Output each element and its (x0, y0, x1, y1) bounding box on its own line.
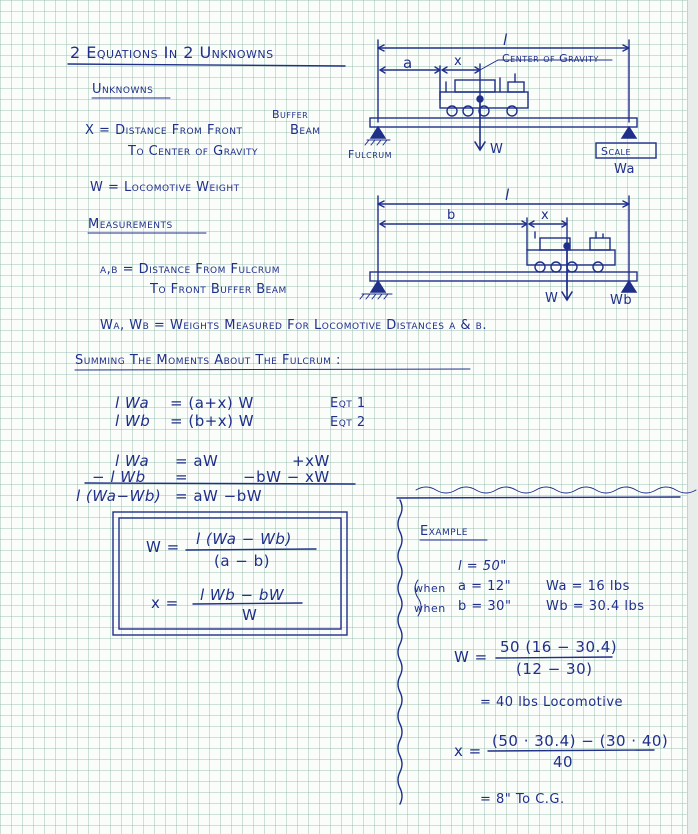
d1-scale-label: Scale (601, 145, 632, 158)
d1-a-label: a (403, 54, 413, 72)
summing-underline (75, 369, 470, 370)
d1-cg-label: Center of Gravity (502, 52, 599, 65)
diagram-2 (360, 196, 637, 300)
sub2-mid: = (175, 468, 189, 486)
eq2-rhs: = (b+x) W (170, 412, 255, 430)
eq1-label: Eqt 1 (330, 396, 366, 411)
sub2-rhs: −bW − xW (243, 468, 330, 486)
ex-w-result: = 40 lbs Locomotive (480, 695, 624, 710)
sub2-lhs: − l Wb (92, 468, 146, 486)
d1-scale-support (622, 127, 636, 138)
ex-w-num: 50 (16 − 30.4) (500, 638, 618, 656)
sub3-lhs: l (Wa−Wb) (76, 487, 162, 505)
d1-l-label: l (503, 31, 508, 49)
sub3-rhs: = aW −bW (175, 487, 263, 505)
d2-cg-dot (564, 243, 570, 249)
measurements-heading: Measurements (88, 217, 173, 232)
unknowns-heading: Unknowns (92, 82, 154, 97)
ex-a-line: a = 12" (458, 579, 512, 594)
d2-x-dim (529, 218, 567, 290)
eq2-label: Eqt 2 (330, 415, 366, 430)
sub1-lhs: l Wa (115, 452, 150, 470)
example-heading: Example (420, 524, 468, 539)
summing-heading: Summing The Moments About The Fulcrum : (75, 353, 341, 368)
w-fraction-bar (186, 549, 316, 550)
d1-fulcrum-label: Fulcrum (348, 148, 393, 161)
ex-b-line: b = 30" (458, 599, 512, 614)
example-box-top (397, 497, 680, 498)
d2-l-label: l (505, 186, 510, 204)
ex-w-den: (12 − 30) (516, 660, 593, 678)
d2-fulcrum (371, 281, 385, 292)
result-w-num: l (Wa − Wb) (196, 530, 292, 548)
ex-wa-line: Wa = 16 lbs (546, 579, 630, 594)
example-box-left (398, 500, 402, 804)
d2-w-label: W (545, 291, 559, 306)
d2-scale-support (622, 281, 636, 292)
eq1-rhs: = (a+x) W (170, 394, 254, 412)
ex-x-den: 40 (553, 753, 574, 771)
wab-definition: Wa, Wb = Weights Measured For Locomotive Distances a & b. (100, 318, 487, 333)
sub1-mid: = aW (175, 452, 219, 470)
d2-beam (370, 272, 637, 281)
ex-w-lhs: W = (454, 648, 488, 666)
w-definition: W = Locomotive Weight (90, 180, 240, 195)
d2-wheel (535, 262, 545, 272)
d2-wb-label: Wb (610, 293, 633, 308)
buffer-insert: Buffer (272, 108, 309, 121)
x-definition-beam: Beam (290, 123, 321, 138)
ab-definition-cont: To Front Buffer Beam (150, 282, 287, 297)
result-x-num: l Wb − bW (200, 586, 285, 604)
sub1-rhs: +xW (292, 452, 330, 470)
result-w-den: (a − b) (214, 552, 271, 570)
d2-x-label: x (541, 208, 550, 223)
page-title: 2 Equations In 2 Unknowns (70, 43, 274, 62)
x-definition-cont: To Center of Gravity (128, 144, 258, 159)
d2-weight-arrow (562, 250, 572, 300)
result-x-den: W (242, 606, 258, 624)
title-underline (68, 64, 345, 66)
ex-wb-line: Wb = 30.4 lbs (546, 599, 645, 614)
d1-wa-label: Wa (614, 162, 635, 177)
eq2-lhs: l Wb (115, 412, 151, 430)
d1-loco-cab (455, 80, 495, 92)
d1-beam (370, 118, 637, 127)
ex-x-num: (50 · 30.4) − (30 · 40) (492, 732, 669, 750)
d2-b-label: b (447, 208, 456, 223)
d1-x-label: x (454, 54, 463, 69)
ex-when-1: when (414, 582, 446, 595)
ex-when-2: when (414, 602, 446, 615)
d1-fulcrum (371, 127, 385, 138)
eq1-lhs: l Wa (115, 394, 150, 412)
ex-l-line: l = 50" (458, 559, 507, 574)
result-x-lhs: x = (151, 594, 179, 612)
ex-x-fraction-bar (488, 750, 654, 751)
ex-x-result: = 8" To C.G. (480, 792, 565, 807)
ex-x-lhs: x = (454, 742, 482, 760)
ab-definition: a,b = Distance From Fulcrum (100, 262, 280, 277)
x-definition: X = Distance From Front (85, 123, 243, 138)
d1-w-label: W (490, 142, 504, 157)
example-top-squiggle (416, 487, 696, 493)
ex-w-fraction-bar (496, 657, 612, 658)
d2-extents (378, 196, 629, 290)
result-w-lhs: W = (146, 538, 180, 556)
